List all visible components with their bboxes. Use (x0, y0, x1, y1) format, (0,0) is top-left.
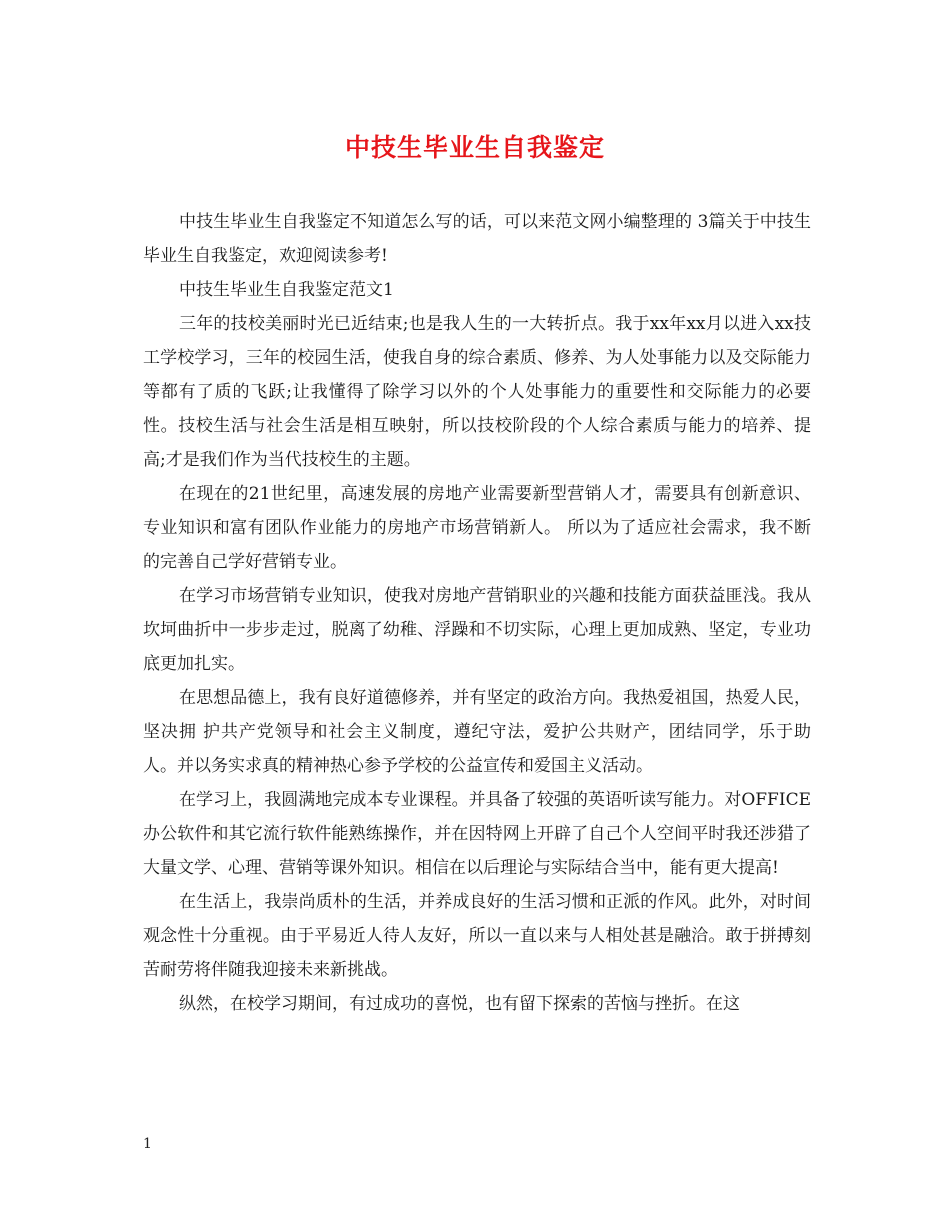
body-paragraph: 在现在的21世纪里，高速发展的房地产业需要新型营销人才，需要具有创新意识、专业知识和富有团队作业能力的房地产市场营销新人。 所以为了适应社会需求，我不断的完善自己学好营销专业。 (143, 484, 811, 572)
intro-paragraph: 中技生毕业生自我鉴定不知道怎么写的话，可以来范文网小编整理的 3篇关于中技生毕业生自我鉴定，欢迎阅读参考! (143, 212, 811, 266)
body-paragraph: 纵然，在校学习期间，有过成功的喜悦，也有留下探索的苦恼与挫折。在这 (179, 994, 740, 1014)
body-paragraph: 在生活上，我崇尚质朴的生活，并养成良好的生活习惯和正派的作风。此外，对时间观念性十分重视。由于平易近人待人友好，所以一直以来与人相处甚是融洽。敢于拼搏刻苦耐劳将伴随我迎接未来新挑战。 (143, 892, 811, 980)
body-paragraph: 在学习上，我圆满地完成本专业课程。并具备了较强的英语听读写能力。对OFFICE办公软件和其它流行软件能熟练操作，并在因特网上开辟了自己个人空间平时我还涉猎了大量文学、心理、营销等课外知识。相信在以后理论与实际结合当中，能有更大提高! (143, 790, 811, 878)
body-paragraph: 在思想品德上，我有良好道德修养，并有坚定的政治方向。我热爱祖国，热爱人民，坚决拥 护共产党领导和社会主义制度，遵纪守法，爱护公共财产，团结同学，乐于助人。并以务实求真的精神热心参予学校的公益宣传和爱国主义活动。 (143, 688, 811, 776)
document-body (143, 205, 811, 1021)
document-title: 中技生毕业生自我鉴定 (344, 133, 605, 162)
page-number: 1 (143, 1136, 152, 1152)
body-paragraph: 在学习市场营销专业知识，使我对房地产营销职业的兴趣和技能方面获益匪浅。我从坎坷曲折中一步步走过，脱离了幼稚、浮躁和不切实际，心理上更加成熟、坚定，专业功底更加扎实。 (143, 586, 811, 674)
section-heading: 中技生毕业生自我鉴定范文1 (179, 280, 394, 300)
body-paragraph: 三年的技校美丽时光已近结束;也是我人生的一大转折点。我于xx年xx月以进入xx技工学校学习，三年的校园生活，使我自身的综合素质、修养、为人处事能力以及交际能力等都有了质的飞跃;让我懂得了除学习以外的个人处事能力的重要性和交际能力的必要性。技校生活与社会生活是相互映射，所以技校阶段的个人综合素质与能力的培养、提高;才是我们作为当代技校生的主题。 (143, 314, 811, 470)
